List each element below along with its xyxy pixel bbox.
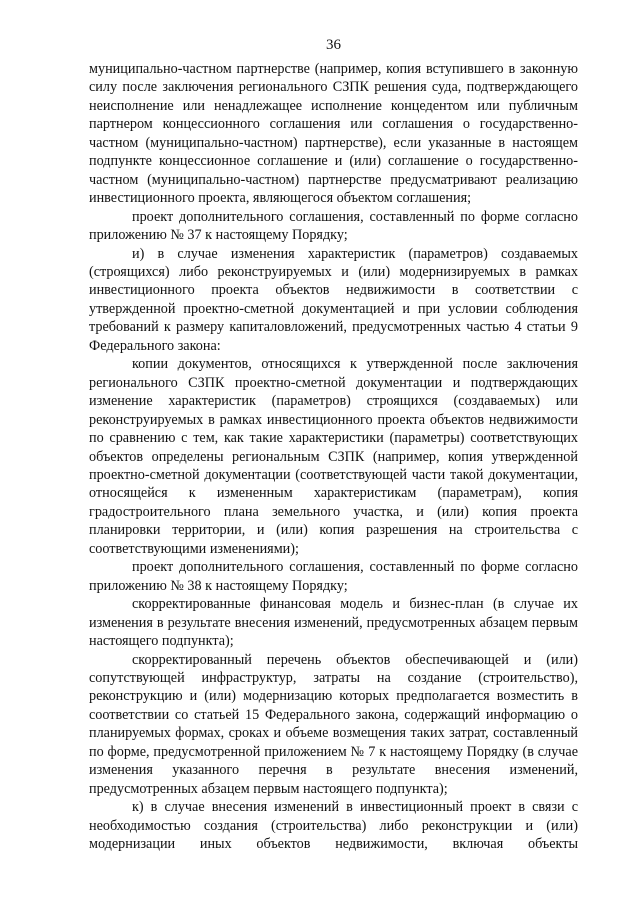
page-number: 36: [326, 37, 341, 53]
document-page: [89, 0, 578, 905]
document-body: [89, 60, 578, 853]
paragraph-item-k: к) в случае внесения изменений в инвестиционный проект в связи с необходимостью создания (строительства) либо реконструкции и (или) модернизации иных объектов недвижимости, включая объекты: [89, 799, 578, 853]
paragraph-draft-agreement-37: проект дополнительного соглашения, составленный по форме согласно приложению № 37 к настоящему Порядку;: [89, 208, 578, 244]
paragraph-item-i: и) в случае изменения характеристик (параметров) создаваемых (строящихся) либо реконструируемых и (или) модернизируемых в рамках инвестиционного проекта объектов недвижимости в соответствии с утвержденной проектно-сметной документацией и при условии соблюдения требований к размеру капиталовложений, предусмотренных частью 4 статьи 9 Федерального закона:: [89, 245, 578, 354]
paragraph-financial-model: скорректированные финансовая модель и бизнес-план (в случае их изменения в результате внесения изменений, предусмотренных абзацем первым настоящего подпункта);: [89, 596, 578, 650]
paragraph-document-copies: копии документов, относящихся к утвержденной после заключения регионального СЗПК проектно-сметной документации и подтверждающих изменение характеристик (параметров) строящихся (создаваемых) или реконструируемых в рамках инвестиционного проекта объектов недвижимости по сравнению с тем, как такие характеристики (параметры) соответствующих объектов определены региональным СЗПК (например, копия утвержденной проектно-сметной документации (соответствующей части такой документации, относящейся к измененным характеристикам (параметрам), копия градостроительного плана земельного участка, и (или) копия проекта планировки территории, и (или) копия разрешения на строительства с соответствующими изменениями);: [89, 356, 578, 557]
paragraph-infrastructure-list: скорректированный перечень объектов обеспечивающей и (или) сопутствующей инфраструктур, затраты на создание (строительство), реконструкцию и (или) модернизацию которых предполагается возместить в соответствии со статьей 15 Федерального закона, содержащий информацию о планируемых формах, сроках и объеме возмещения таких затрат, составленный по форме, предусмотренной приложением № 7 к настоящему Порядку (в случае изменения указанного перечня в результате внесения изменений, предусмотренных абзацем первым настоящего подпункта);: [89, 651, 578, 797]
paragraph-continuation: муниципально-частном партнерстве (например, копия вступившего в законную силу после заключения регионального СЗПК решения суда, подтверждающего неисполнение или ненадлежащее исполнение концедентом или публичным партнером концессионного соглашения или соглашения о государственно-частном (муниципально-частном) партнерстве), если указанные в настоящем подпункте концессионное соглашение и (или) соглашение о государственно-частном (муниципально-частном) партнерстве предусматривают реализацию инвестиционного проекта, являющегося объектом соглашения;: [89, 61, 578, 207]
paragraph-draft-agreement-38: проект дополнительного соглашения, составленный по форме согласно приложению № 38 к настоящему Порядку;: [89, 559, 578, 594]
